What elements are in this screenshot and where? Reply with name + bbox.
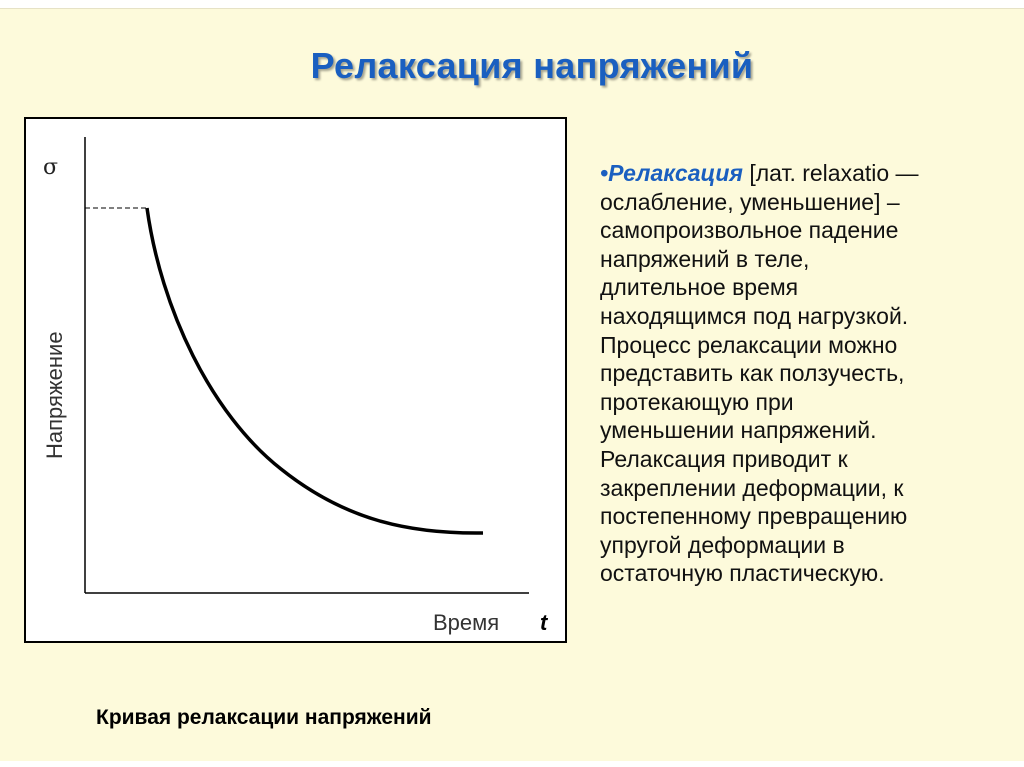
description-line: находящимся под нагрузкой.	[600, 302, 909, 329]
description-line: уменьшении напряжений.	[600, 417, 877, 444]
description-text	[600, 159, 1010, 588]
description-line: представить как ползучесть,	[600, 360, 905, 387]
slide-title: Релаксация напряжений	[310, 45, 754, 86]
description-line: закреплении деформации, к	[600, 474, 904, 501]
relaxation-diagram	[24, 117, 567, 643]
description-line: ослабление, уменьшение] –	[600, 188, 900, 215]
description-line: постепенному превращению	[600, 503, 908, 530]
description-line: Релаксация приводит к	[600, 445, 848, 472]
description-line: [лат. relaxatio —	[749, 160, 919, 186]
term-relaxation: Релаксация	[608, 160, 743, 186]
x-axis-label: Время	[433, 610, 500, 635]
description-first-line	[600, 159, 1010, 188]
bullet: •	[600, 160, 609, 186]
sigma-label: σ	[43, 155, 59, 180]
description-line: остаточную пластическую.	[600, 560, 885, 587]
slide-background	[0, 8, 1024, 761]
relaxation-diagram-svg	[26, 119, 569, 645]
x-axis-symbol: t	[540, 610, 548, 635]
y-axis-label: Напряжение	[42, 331, 67, 459]
description-line: протекающую при	[600, 388, 794, 415]
description-line: напряжений в теле,	[600, 245, 810, 272]
description-line: самопроизвольное падение	[600, 217, 899, 244]
description-line: упругой деформации в	[600, 531, 845, 558]
description-line: Процесс релаксации можно	[600, 331, 898, 358]
description-line: длительное время	[600, 274, 799, 301]
diagram-caption: Кривая релаксации напряжений	[96, 706, 432, 729]
relaxation-curve	[147, 208, 483, 533]
